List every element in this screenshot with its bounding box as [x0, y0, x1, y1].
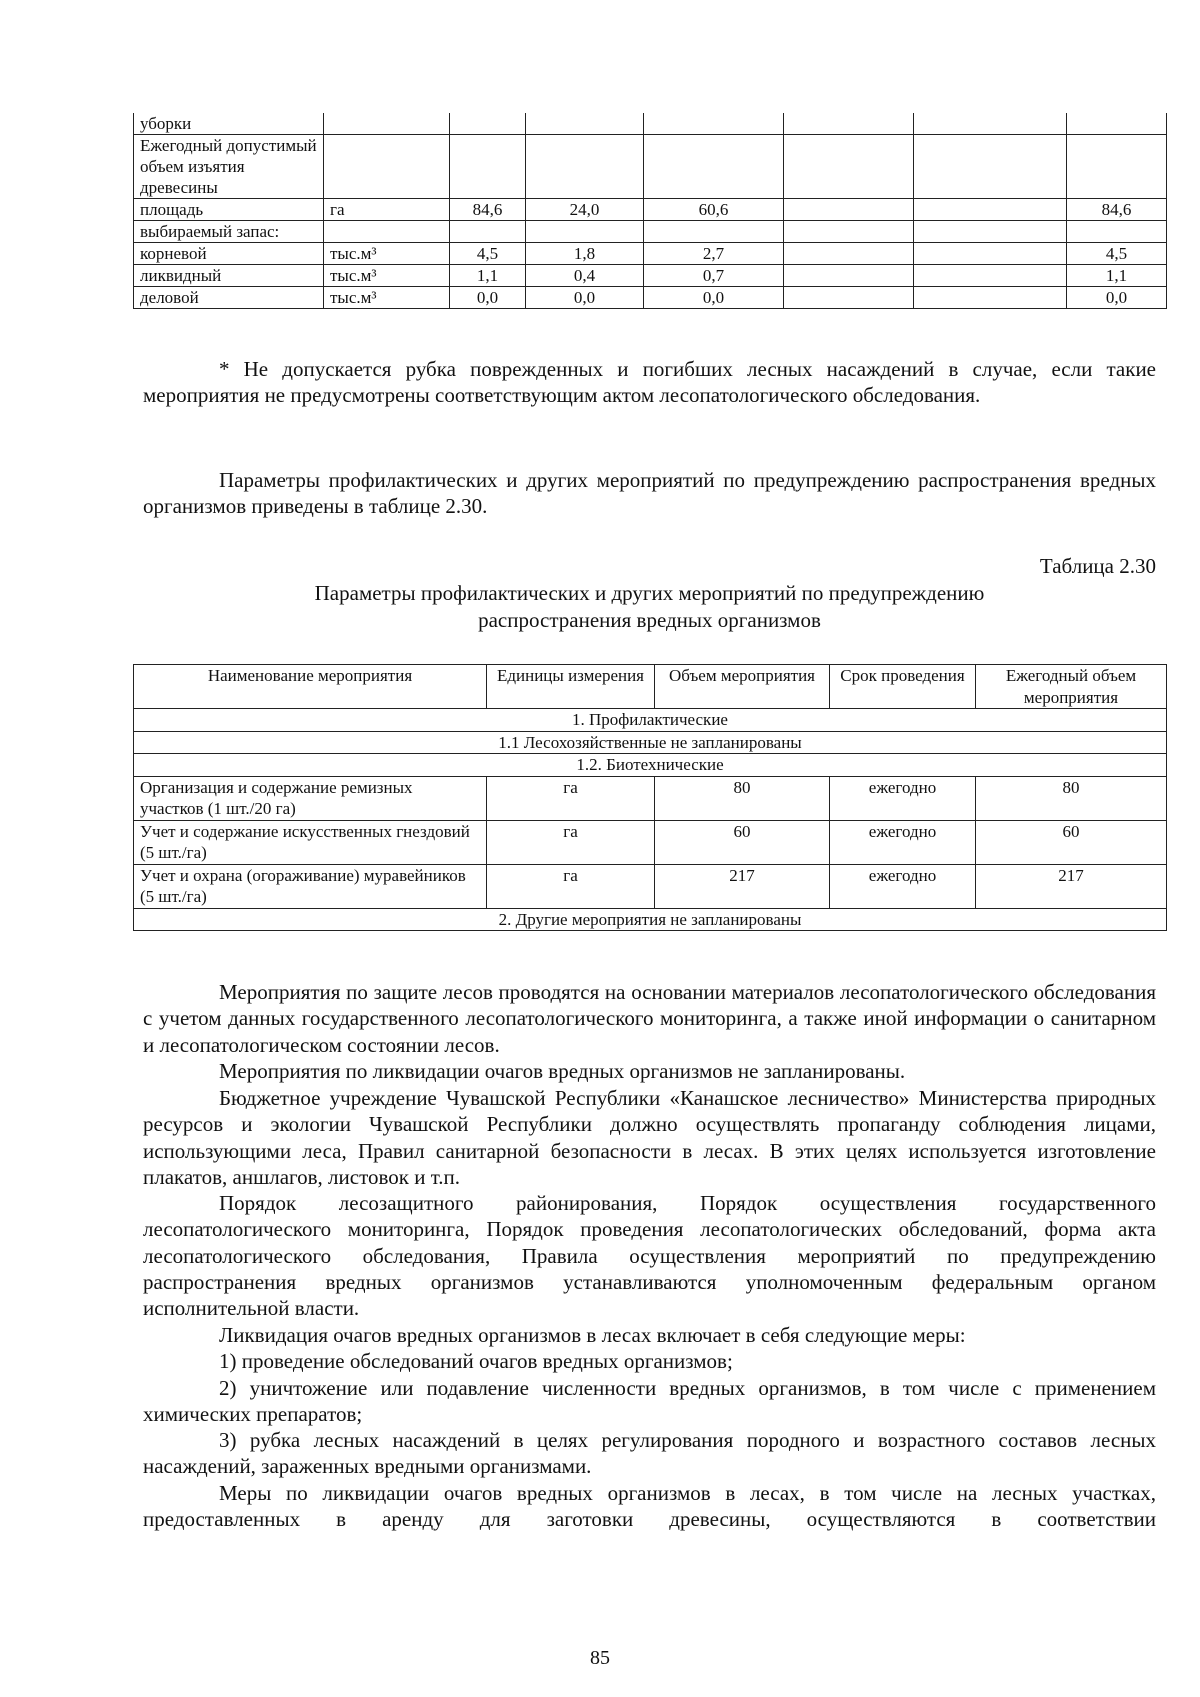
table-number: Таблица 2.30	[1039, 554, 1156, 578]
harvest-volume-table-body	[134, 113, 1167, 309]
row-value-6: 1,1	[1067, 265, 1167, 287]
table-caption-line1: Параметры профилактических и других мероприятий по предупреждению	[314, 581, 985, 605]
row-value-2	[526, 135, 644, 199]
row-value-1: 4,5	[450, 243, 526, 265]
measure-volume: 80	[655, 776, 830, 820]
row-value-4	[784, 287, 914, 309]
section-row	[134, 908, 1167, 931]
measure-unit: га	[487, 820, 655, 864]
header-cell-term: Срок проведения	[830, 665, 976, 709]
table-row	[134, 820, 1167, 864]
row-value-2: 24,0	[526, 199, 644, 221]
row-unit: тыс.м³	[324, 243, 450, 265]
row-value-6	[1067, 135, 1167, 199]
section-row	[134, 754, 1167, 777]
measure-annual: 60	[976, 820, 1167, 864]
row-value-5	[914, 199, 1067, 221]
row-label: ликвидный	[134, 265, 324, 287]
table-row	[134, 287, 1167, 309]
header-cell-unit: Единицы измерения	[487, 665, 655, 709]
row-value-6	[1067, 113, 1167, 135]
section-other: 2. Другие мероприятия не запланированы	[134, 908, 1167, 931]
section-forestry: 1.1 Лесохозяйственные не запланированы	[134, 731, 1167, 754]
row-value-6: 0,0	[1067, 287, 1167, 309]
measure-term: ежегодно	[830, 820, 976, 864]
row-value-3: 0,0	[644, 287, 784, 309]
measure-volume: 60	[655, 820, 830, 864]
table-row	[134, 135, 1167, 199]
intro-paragraph: Параметры профилактических и других мероприятий по предупреждению распространения вредных организмов приведены в таблице 2.30.	[143, 468, 1156, 519]
row-value-1: 1,1	[450, 265, 526, 287]
row-value-3	[644, 221, 784, 243]
row-label: корневой	[134, 243, 324, 265]
row-value-4	[784, 199, 914, 221]
row-value-4	[784, 113, 914, 135]
page-number: 85	[590, 1647, 610, 1669]
row-value-4	[784, 243, 914, 265]
measure-name: Учет и охрана (огораживание) муравейников (5 шт./га)	[134, 864, 487, 908]
row-value-2: 0,0	[526, 287, 644, 309]
row-value-5	[914, 221, 1067, 243]
paragraph-7: 2) уничтожение или подавление численности вредных организмов, в том числе с применением химических препаратов;	[143, 1376, 1156, 1427]
measure-name: Учет и содержание искусственных гнездовий (5 шт./га)	[134, 820, 487, 864]
row-label: Ежегодный допустимый объем изъятия древесины	[134, 135, 324, 199]
row-label: площадь	[134, 199, 324, 221]
measure-term: ежегодно	[830, 776, 976, 820]
measure-unit: га	[487, 864, 655, 908]
table-row	[134, 221, 1167, 243]
row-value-3: 60,6	[644, 199, 784, 221]
header-cell-volume: Объем мероприятия	[655, 665, 830, 709]
row-unit	[324, 135, 450, 199]
section-prophylactic: 1. Профилактические	[134, 709, 1167, 732]
row-value-6	[1067, 221, 1167, 243]
table-row	[134, 199, 1167, 221]
row-value-6: 4,5	[1067, 243, 1167, 265]
section-biotechnical: 1.2. Биотехнические	[134, 754, 1167, 777]
row-value-3	[644, 113, 784, 135]
paragraph-4: Порядок лесозащитного районирования, Порядок осуществления государственного лесопатологического мониторинга, Порядок проведения лесопатологических обследований, форма акта лесопатологического обследования, Правила осуществления мероприятий по предупреждению распространения вредных организмов устанавливаются уполномоченным федеральным органом исполнительной власти.	[143, 1191, 1156, 1321]
row-unit: тыс.м³	[324, 287, 450, 309]
row-value-1: 0,0	[450, 287, 526, 309]
row-value-4	[784, 135, 914, 199]
row-unit: га	[324, 199, 450, 221]
row-label: деловой	[134, 287, 324, 309]
paragraph-9: Меры по ликвидации очагов вредных организмов в лесах, в том числе на лесных участках, предоставленных в аренду для заготовки древесины, осуществляются в соответствии	[143, 1481, 1156, 1532]
row-value-4	[784, 265, 914, 287]
section-row	[134, 731, 1167, 754]
row-value-2: 0,4	[526, 265, 644, 287]
row-value-2: 1,8	[526, 243, 644, 265]
table-caption	[143, 580, 1156, 633]
paragraph-8: 3) рубка лесных насаждений в целях регулирования породного и возрастного составов лесных насаждений, зараженных вредными организмами.	[143, 1428, 1156, 1479]
row-value-3: 2,7	[644, 243, 784, 265]
measure-unit: га	[487, 776, 655, 820]
row-value-1: 84,6	[450, 199, 526, 221]
row-value-4	[784, 221, 914, 243]
row-unit	[324, 221, 450, 243]
footnote: * Не допускается рубка поврежденных и погибших лесных насаждений в случае, если такие мероприятия не предусмотрены соответствующим актом лесопатологического обследования.	[143, 357, 1156, 408]
paragraph-1: Мероприятия по защите лесов проводятся на основании материалов лесопатологического обследования с учетом данных государственного лесопатологического мониторинга, а также иной информации о санитарном и лесопатологическом состоянии лесов.	[143, 980, 1156, 1057]
measure-annual: 217	[976, 864, 1167, 908]
measure-name: Организация и содержание ремизных участков (1 шт./20 га)	[134, 776, 487, 820]
header-cell-annual: Ежегодный объем мероприятия	[976, 665, 1167, 709]
row-value-2	[526, 221, 644, 243]
table-row	[134, 113, 1167, 135]
table-row	[134, 776, 1167, 820]
measure-term: ежегодно	[830, 864, 976, 908]
paragraph-5: Ликвидация очагов вредных организмов в лесах включает в себя следующие меры:	[219, 1323, 966, 1347]
header-cell-name: Наименование мероприятия	[134, 665, 487, 709]
row-value-5	[914, 265, 1067, 287]
row-value-5	[914, 243, 1067, 265]
row-value-2	[526, 113, 644, 135]
row-value-1	[450, 113, 526, 135]
row-value-1	[450, 135, 526, 199]
row-value-5	[914, 287, 1067, 309]
row-value-6: 84,6	[1067, 199, 1167, 221]
table-caption-line2: распространения вредных организмов	[478, 607, 821, 632]
table-row	[134, 243, 1167, 265]
paragraph-3: Бюджетное учреждение Чувашской Республики «Канашское лесничество» Министерства природных ресурсов и экологии Чувашской Республики должно осуществлять пропаганду соблюдения лицами, использующими леса, Правил санитарной безопасности в лесах. В этих целях используется изготовление плакатов, аншлагов, листовок и т.п.	[143, 1086, 1156, 1189]
table-row	[134, 864, 1167, 908]
row-unit	[324, 113, 450, 135]
row-value-3: 0,7	[644, 265, 784, 287]
table-row	[134, 265, 1167, 287]
section-row	[134, 709, 1167, 732]
row-value-3	[644, 135, 784, 199]
row-label: выбираемый запас:	[134, 221, 324, 243]
row-value-1	[450, 221, 526, 243]
row-value-5	[914, 135, 1067, 199]
measures-table	[133, 664, 1167, 931]
measure-annual: 80	[976, 776, 1167, 820]
paragraph-6: 1) проведение обследований очагов вредных организмов;	[219, 1349, 733, 1373]
row-label: уборки	[134, 113, 324, 135]
paragraph-2: Мероприятия по ликвидации очагов вредных организмов не запланированы.	[219, 1059, 906, 1083]
row-unit: тыс.м³	[324, 265, 450, 287]
harvest-volume-table	[133, 113, 1167, 309]
measure-volume: 217	[655, 864, 830, 908]
row-value-5	[914, 113, 1067, 135]
table-header-row	[134, 665, 1167, 709]
